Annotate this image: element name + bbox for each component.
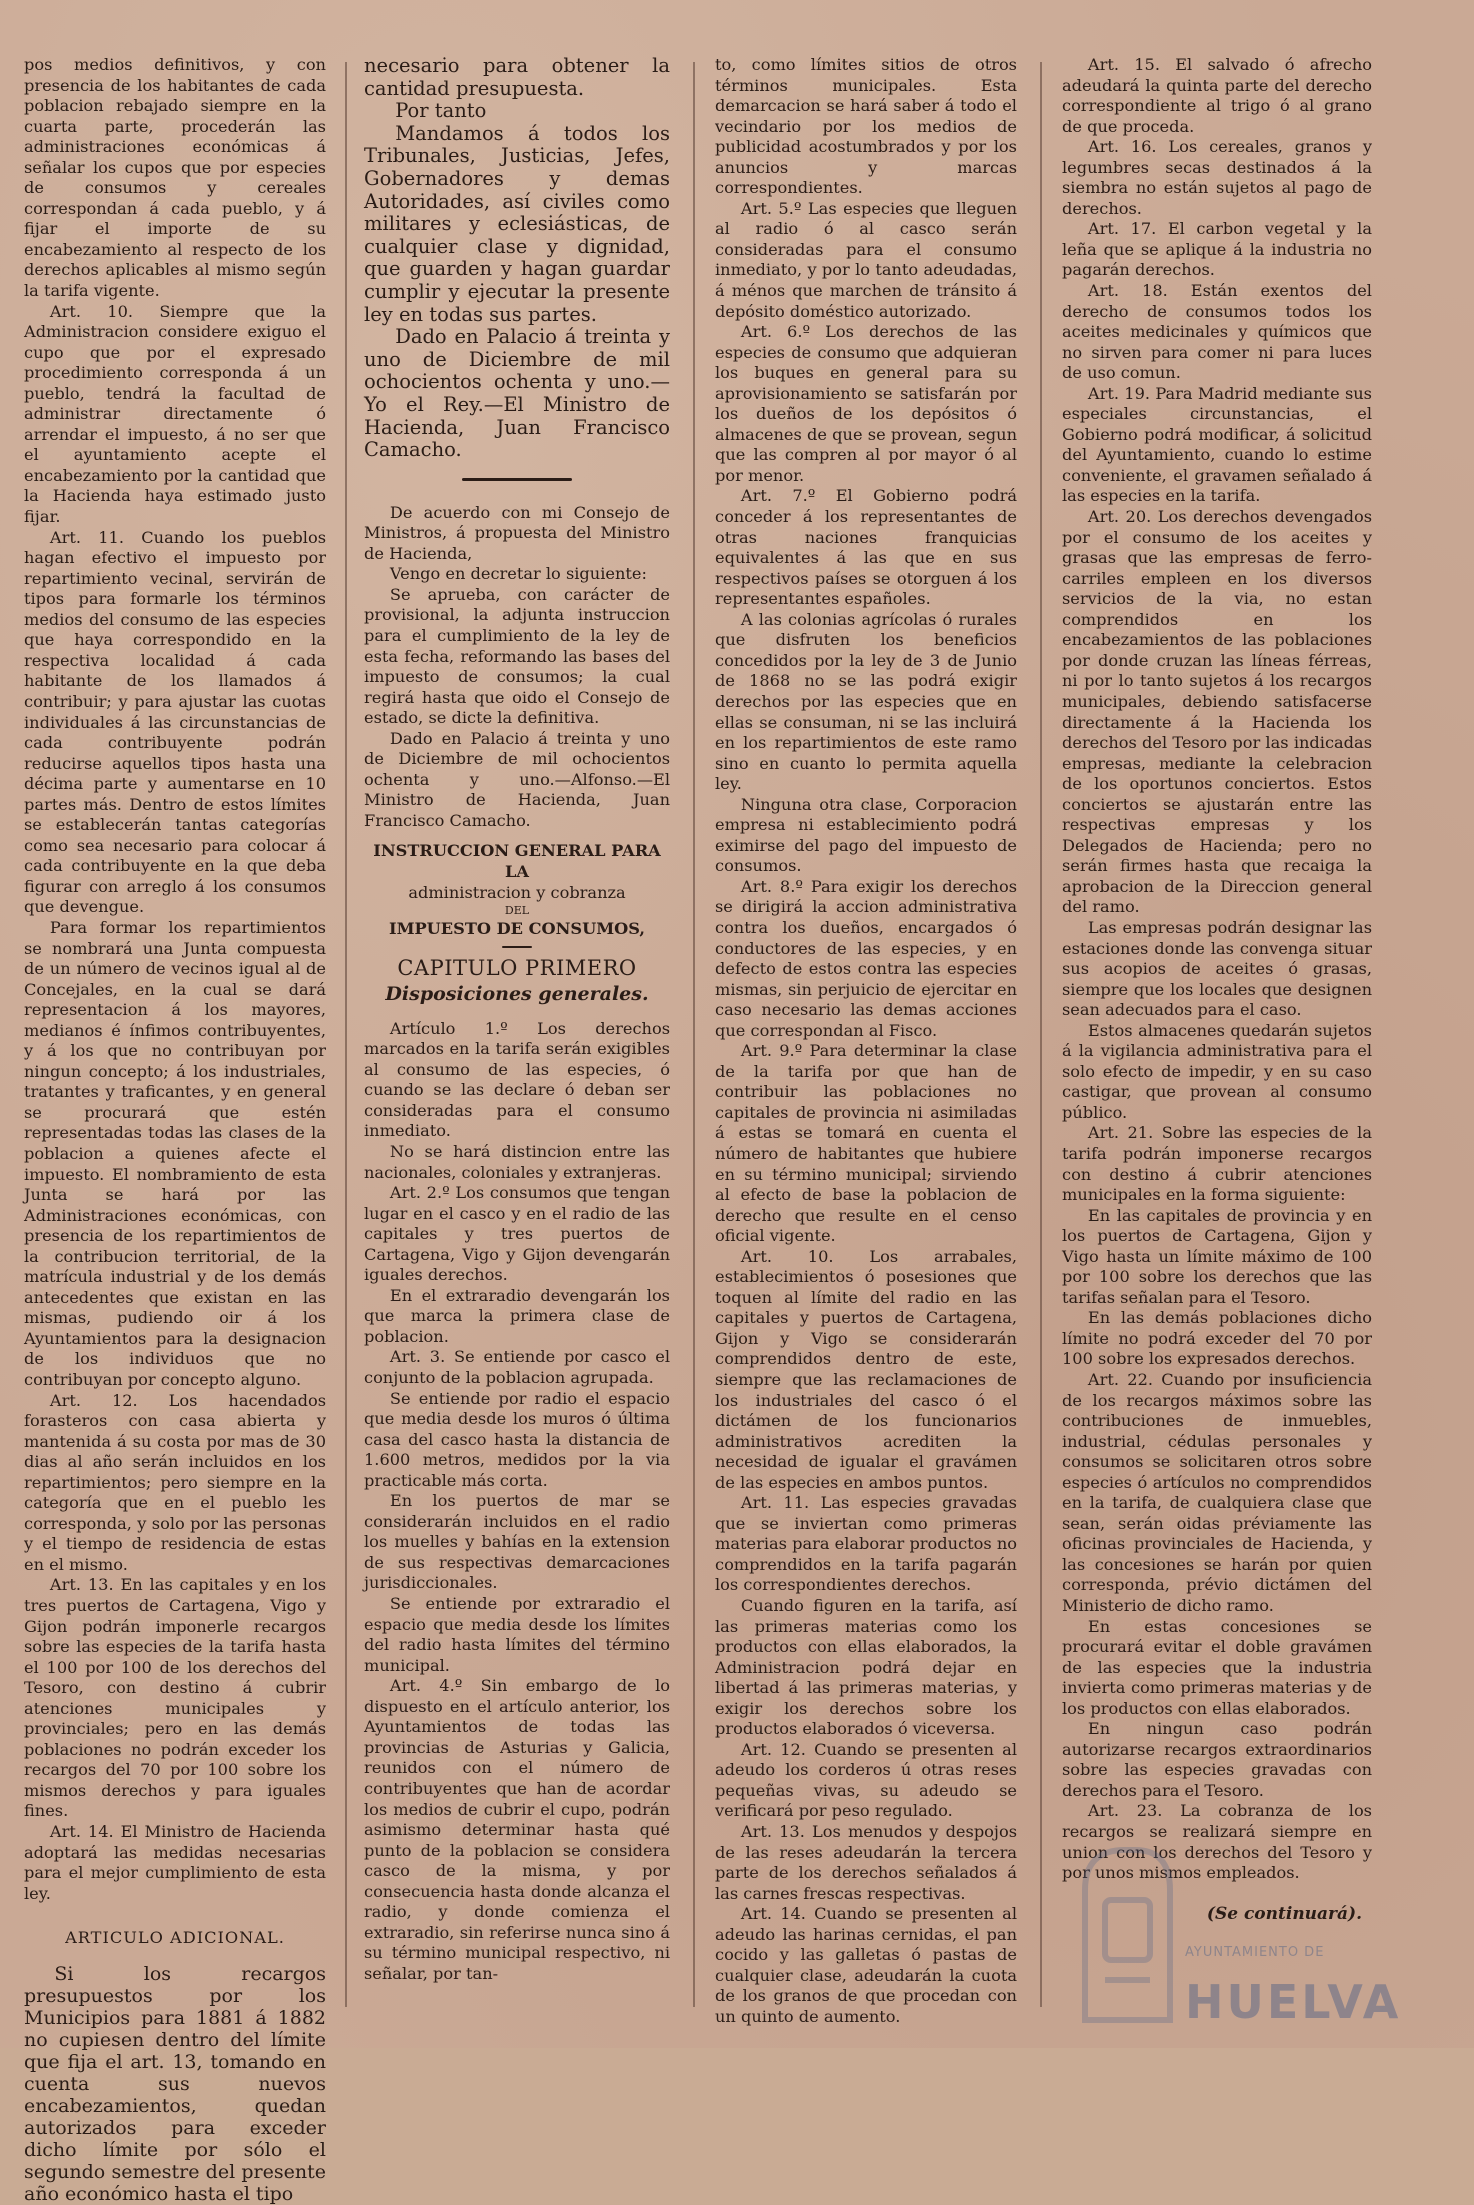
paragraph: Art. 12. Los hacendados forasteros con casa abierta y mantenida á su costa por mas de 30 dias al año serán incluidos en los repartimientos; pero siempre en la categoría que en el pueblo les corresponda, y solo por las personas y el tiempo de residencia de estas en el mismo. [24, 1390, 326, 1574]
instruccion-del: DEL [504, 904, 530, 918]
paragraph: Las empresas podrán designar las estaciones donde las convenga situar sus acopios de aceites ó grasas, siempre que los locales que designen sean adecuados para el caso. [1062, 917, 1372, 1020]
paragraph: Art. 14. El Ministro de Hacienda adoptará las medidas necesarias para el mejor cumplimiento de esta ley. [24, 1822, 326, 1903]
column-3 [715, 55, 1018, 2026]
paragraph: Art. 11. Las especies gravadas que se inviertan como primeras materias para elaborar productos no comprendidos en la tarifa pagarán los correspondientes derechos. [715, 1493, 1018, 1595]
paragraph: En las demás poblaciones dicho límite no podrá exceder del 70 por 100 sobre los expresados derechos. [1062, 1308, 1372, 1369]
paragraph: Art. 8.º Para exigir los derechos se dirigirá la accion administrativa contra los dueños, encargados ó conductores de las especies, y en defecto de estos contra las especies mismas, sin perjuicio de ejercitar en caso necesario las demas acciones que correspondan al Fisco. [715, 876, 1017, 1040]
column-2 [364, 55, 670, 2015]
paragraph: Ninguna otra clase, Corporacion empresa ni establecimiento podrá eximirse del pago del impuesto de consumos. [715, 794, 1017, 876]
paragraph: Mandamos á todos los Tribunales, Justicias, Jefes, Gobernadores y demas Autoridades, así civiles como militares y eclesiásticas, de cualquier clase y dignidad, que guarden y hagan guardar cumplir y ejecutar la presente ley en todas sus partes. [364, 121, 670, 326]
paragraph: Art. 7.º El Gobierno podrá conceder á los representantes de otras naciones franquicias equivalentes á las que en sus respectivos países se otorguen á los representantes españoles. [715, 486, 1017, 609]
paragraph: A las colonias agrícolas ó rurales que disfruten los beneficios concedidos por la ley de 3 de Junio de 1868 no se las podrá exigir derechos por las especies que en ellas se consuman, ni se las incluirá en los repartimientos de este ramo sino en cuanto lo permita aquella ley. [715, 609, 1017, 794]
column-rule [1040, 62, 1042, 2007]
paragraph: Art. 20. Los derechos devengados por el consumo de los aceites y grasas que las empresas de ferro-carriles empleen en los diversos servicios de la via, no estan comprendidos en los encabezamientos de las poblaciones por donde cruzan las líneas férreas, ni por lo tanto sujetos á los recargos municipales, debiendo satisfacerse directamente á la Hacienda los derechos del Tesoro por las indicadas empresas, mediante la celebracion de los oportunos conciertos. Estos conciertos se ajustarán entre las respectivas empresas y los Delegados de Hacienda; pero no serán firmes hasta que recaiga la aprobacion de la Direccion general del ramo. [1062, 507, 1372, 917]
articulo-adicional-heading: ARTICULO ADICIONAL. [65, 1928, 285, 1948]
instruccion-title: IMPUESTO DE CONSUMOS, [389, 919, 645, 939]
divider [502, 946, 532, 948]
paragraph: Art. 14. Cuando se presenten al adeudo las harinas cernidas, el pan cocido y las galletas ó pastas de cualquier clase, adeudarán la cuota de los granos de que procedan con un quinto de aumento. [715, 1904, 1017, 2026]
paragraph: Art. 19. Para Madrid mediante sus especiales circunstancias, el Gobierno podrá modificar, á solicitud del Ayuntamiento, cuando lo estime conveniente, el gravamen señalado á las especies en la tarifa. [1062, 383, 1372, 506]
watermark-subtext: AYUNTAMIENTO DE [1185, 1945, 1325, 1960]
paragraph: Artículo 1.º Los derechos marcados en la tarifa serán exigibles al consumo de las especies, ó cuando se las declare ó deban ser consideradas para el consumo inmediato. [364, 1018, 670, 1141]
paragraph: Art. 23. La cobranza de los recargos se realizará siempre en union con los derechos del Tesoro y por unos mismos empleados. [1062, 1801, 1372, 1883]
paragraph: Art. 22. Cuando por insuficiencia de los recargos máximos sobre las contribuciones de inmuebles, industrial, cédulas personales y consumos se solicitaren otros sobre especies ó artículos no comprendidos en la tarifa, de cualquiera clase que sean, serán oidas préviamente las oficinas provinciales de Hacienda, y las concesiones se harán por quien corresponda, prévio dictámen del Ministerio de dicho ramo. [1062, 1370, 1372, 1616]
column-rule [345, 62, 347, 2007]
paragraph: Art. 16. Los cereales, granos y legumbres secas destinados á la siembra no están sujetos al pago de derechos. [1062, 137, 1372, 218]
paragraph: Art. 21. Sobre las especies de la tarifa podrán imponerse recargos con destino á cubrir atenciones municipales en la forma siguiente: [1062, 1123, 1372, 1205]
paragraph: Art. 3. Se entiende por casco el conjunto de la poblacion agrupada. [364, 1347, 670, 1388]
paragraph: Si los recargos presupuestos por los Municipios para 1881 á 1882 no cupiesen dentro del límite que fija el art. 13, tomando en cuenta sus nuevos encabezamientos, quedan autorizados para exceder dicho límite por sólo el segundo semestre del presente año económico hasta el tipo [24, 1962, 326, 2205]
paragraph: Art. 5.º Las especies que lleguen al radio ó al casco serán consideradas para el consumo inmediato, y por lo tanto adeudadas, á ménos que marchen de tránsito á depósito doméstico autorizado. [715, 198, 1017, 321]
paragraph: Se entiende por extraradio el espacio que media desde los límites del radio hasta límites del término municipal. [364, 1594, 670, 1675]
paragraph: En ningun caso podrán autorizarse recargos extraordinarios sobre las especies gravadas con derechos para el Tesoro. [1062, 1719, 1372, 1800]
paragraph: En los puertos de mar se considerarán incluidos en el radio los muelles y bahías en la extension de sus respectivas demarcaciones jurisdiccionales. [364, 1491, 670, 1593]
capitulo-heading: CAPITULO PRIMERO [397, 955, 637, 980]
paragraph: Art. 18. Están exentos del derecho de consumos todos los aceites medicinales y químicos que no sirven para comer ni para luces de uso comun. [1062, 281, 1372, 383]
paragraph: to, como límites sitios de otros términos municipales. Esta demarcacion se hará saber á todo el vecindario por los medios de publicidad acostumbrados y por los anuncios y marcas correspondientes. [715, 55, 1017, 198]
disposiciones-heading: Disposiciones generales. [385, 983, 649, 1006]
paragraph: Se entiende por radio el espacio que media desde los muros ó última casa del casco hasta la distancia de 1.600 metros, medidos por la via practicable más corta. [364, 1388, 670, 1490]
paragraph: En estas concesiones se procurará evitar el doble gravámen de las especies que la industria invierta como primeras materias y de los productos con ellas elaborados. [1062, 1616, 1372, 1718]
paragraph: En las capitales de provincia y en los puertos de Cartagena, Gijon y Vigo hasta un límite máximo de 100 por 100 sobre los derechos que las tarifas señalan para el Tesoro. [1062, 1205, 1372, 1307]
column-1 [24, 55, 326, 2205]
paragraph: Art. 10. Siempre que la Administracion considere exiguo el cupo que por el expresado procedimiento corresponda á un pueblo, tendrá la facultad de administrar directamente ó arrendar el impuesto, á no ser que el ayuntamiento acepte el encabezamiento por la cantidad que la Hacienda haya estimado justo fijar. [24, 301, 326, 527]
divider [462, 478, 572, 481]
paragraph: Dado en Palacio á treinta y uno de Diciembre de mil ochocientos ochenta y uno.—Yo el Rey.—El Ministro de Hacienda, Juan Francisco Camacho. [364, 325, 670, 462]
paragraph: Art. 13. Los menudos y despojos de las reses adeudarán la tercera parte de los derechos señalados á las carnes frescas respectivas. [715, 1822, 1017, 1903]
paragraph: Art. 12. Cuando se presenten al adeudo los corderos ú otras reses pequeñas vivas, su adeudo se verificará por peso regulado. [715, 1739, 1017, 1821]
instruccion-subheading: administracion y cobranza [408, 882, 626, 902]
column-rule [693, 62, 695, 2007]
paragraph: Art. 4.º Sin embargo de lo dispuesto en el artículo anterior, los Ayuntamientos de todas las provincias de Asturias y Galicia, reunidos con el número de contribuyentes que han de acordar los medios de cubrir el cupo, podrán asimismo determinar hasta qué punto de la poblacion se considera casco de la misma, y por consecuencia hasta donde alcanza el radio, y donde comienza el extraradio, sin referirse nunca sino á su término municipal respectivo, ni señalar, por tan- [364, 1676, 670, 1983]
se-continuara: (Se continuará). [1206, 1903, 1362, 1924]
paragraph: Art. 2.º Los consumos que tengan lugar en el casco y en el radio de las capitales y tres puertos de Cartagena, Vigo y Gijon devengarán iguales derechos. [364, 1183, 670, 1285]
column-4 [1062, 55, 1372, 2015]
paragraph: Art. 17. El carbon vegetal y la leña que se aplique á la industria no pagarán derechos. [1062, 219, 1372, 280]
paragraph: Dado en Palacio á treinta y uno de Diciembre de mil ochocientos ochenta y uno.—Alfonso.—El Ministro de Hacienda, Juan Francisco Camacho. [364, 728, 670, 830]
paragraph: Por tanto [395, 99, 487, 123]
paragraph: Art. 15. El salvado ó afrecho adeudará la quinta parte del derecho correspondiente al trigo ó al grano de que proceda. [1062, 55, 1372, 136]
paragraph: Art. 11. Cuando los pueblos hagan efectivo el impuesto por repartimiento vecinal, servirán de tipos para formarle los términos medios del consumo de las especies que haya correspondido en la respectiva localidad á cada habitante de los llamados á contribuir; y para ajustar las cuotas individuales á las circunstancias de cada contribuyente podrán reducirse aquellos tipos hasta una décima parte y aumentarse en 10 partes más. Dentro de estos límites se establecerán tantas categorías como sea necesario para colocar á cada contribuyente en la que deba figurar con arreglo á los consumos que devengue. [24, 527, 326, 917]
paragraph: Art. 10. Los arrabales, establecimientos ó posesiones que toquen al límite del radio en las capitales y puertos de Cartagena, Gijon y Vigo se considerarán comprendidos dentro de este, siempre que las reclamaciones de los industriales del casco ó el dictámen de los funcionarios administrativos acrediten la necesidad de igualar el gravámen de las especies en ambos puntos. [715, 1246, 1017, 1492]
paragraph: Vengo en decretar lo siguiente: [389, 564, 647, 584]
paragraph: Estos almacenes quedarán sujetos á la vigilancia administrativa para el solo efecto de impedir, y en su caso castigar, que provean al consumo público. [1062, 1020, 1372, 1122]
paragraph: Art. 6.º Los derechos de las especies de consumo que adquieran los buques en general para su aprovisionamiento se satisfarán por los dueños de los depósitos ó almacenes de que se provean, segun que las compren al por mayor ó al por menor. [715, 322, 1017, 485]
paragraph: De acuerdo con mi Consejo de Ministros, á propuesta del Ministro de Hacienda, [364, 502, 670, 563]
paragraph: No se hará distincion entre las nacionales, coloniales y extranjeras. [364, 1142, 670, 1182]
paragraph: pos medios definitivos, y con presencia de los habitantes de cada poblacion rebajado siempre en la cuarta parte, procederán las administraciones económicas á señalar los cupos que por especies de consumos y cereales correspondan á cada pueblo, y á fijar el importe de su encabezamiento al respecto de los derechos aplicables al mismo según la tarifa vigente. [24, 55, 326, 301]
paragraph: Art. 13. En las capitales y en los tres puertos de Cartagena, Vigo y Gijon podrán imponerle recargos sobre las especies de la tarifa hasta el 100 por 100 de los derechos del Tesoro, con destino á cubrir atenciones municipales y provinciales; pero en las demás poblaciones no podrán exceder los recargos del 70 por 100 sobre los mismos derechos y para iguales fines. [24, 1575, 326, 1821]
paragraph: Art. 9.º Para determinar la clase de la tarifa por que han de contribuir las poblaciones no capitales de provincia ni asimiladas á estas se tomará en cuenta el número de habitantes que hubiere en su término municipal; sirviendo al efecto de base la poblacion de derecho que resulte en el censo oficial vigente. [715, 1041, 1017, 1246]
instruccion-heading: INSTRUCCION GENERAL PARA LA [373, 841, 661, 881]
paragraph: Para formar los repartimientos se nombrará una Junta compuesta de un número de vecinos igual al de Concejales, en la cual se dará representacion á los mayores, medianos é ínfimos contribuyentes, y á los que no contribuyan por ningun concepto; á los industriales, tratantes y traficantes, y en general se procurará que estén representadas todas las clases de la poblacion a quienes afecte el impuesto. El nombramiento de esta Junta se hará por las Administraciones económicas, con presencia de los repartimientos de la contribucion territorial, de la matrícula industrial y de los demás antecedentes que existan en las mismas, pudiendo oir á los Ayuntamientos para la designacion de los individuos que no contribuyan por concepto alguno. [24, 917, 326, 1389]
paragraph: En el extraradio devengarán los que marca la primera clase de poblacion. [364, 1285, 670, 1346]
paragraph: necesario para obtener la cantidad presupuesta. [364, 54, 670, 100]
watermark-text: HUELVA [1185, 1975, 1402, 2029]
paragraph: Cuando figuren en la tarifa, así las primeras materias como los productos con ellas elaborados, la Administracion podrá dejar en libertad á las primeras materias, y exigir los derechos sobre los productos elaborados ó viceversa. [715, 1596, 1017, 1739]
paragraph: Se aprueba, con carácter de provisional, la adjunta instruccion para el cumplimiento de la ley de esta fecha, reformando las bases del impuesto de consumos; la cual regirá hasta que oido el Consejo de estado, se dicte la definitiva. [364, 584, 670, 728]
